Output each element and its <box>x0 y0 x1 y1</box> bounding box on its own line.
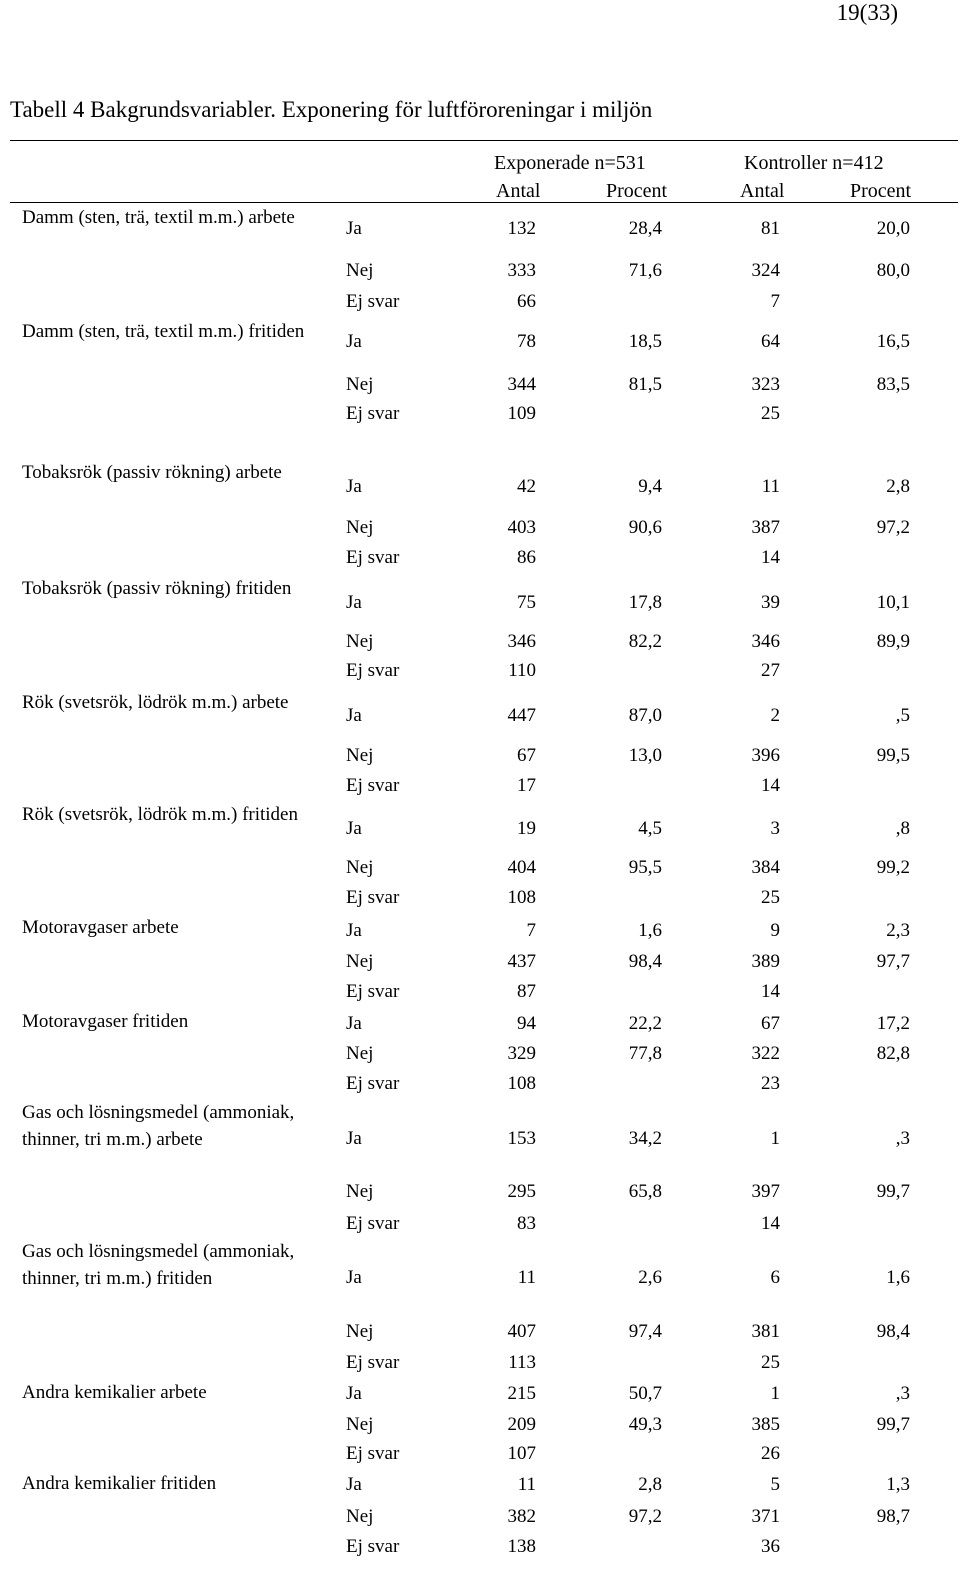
answer-cell: Ej svar <box>346 1536 400 1557</box>
exp-n-cell: 110 <box>508 660 536 681</box>
table-row <box>0 886 960 916</box>
header-procent-controls: Procent <box>850 180 912 202</box>
answer-cell: Ja <box>346 920 362 941</box>
ctl-n-cell: 396 <box>751 745 780 766</box>
ctl-n-cell: 23 <box>761 1073 780 1094</box>
exp-pct-cell: 4,5 <box>638 818 662 839</box>
exp-n-cell: 11 <box>517 1474 536 1495</box>
table-row <box>0 1535 960 1565</box>
answer-cell: Nej <box>346 631 374 652</box>
exp-n-cell: 11 <box>517 1267 536 1288</box>
table-row <box>0 1473 960 1503</box>
header-procent-exposed: Procent <box>606 180 668 202</box>
ctl-n-cell: 3 <box>770 818 780 839</box>
exp-pct-cell: 77,8 <box>628 1043 662 1064</box>
exp-n-cell: 19 <box>517 818 536 839</box>
variable-label: Andra kemikalier arbete <box>22 1382 207 1403</box>
variable-label: Gas och lösningsmedel (ammoniak, thinner, tri m.m.) fritiden <box>22 1241 295 1289</box>
ctl-pct-cell: 2,3 <box>886 920 910 941</box>
exp-n-cell: 132 <box>507 218 536 239</box>
answer-cell: Ej svar <box>346 887 400 908</box>
ctl-n-cell: 6 <box>770 1267 780 1288</box>
table-row <box>0 1320 960 1350</box>
exp-n-cell: 66 <box>517 291 536 312</box>
answer-cell: Ej svar <box>346 403 400 424</box>
exp-pct-cell: 2,6 <box>638 1267 662 1288</box>
header-antal-exposed: Antal <box>496 180 541 202</box>
ctl-n-cell: 397 <box>751 1181 780 1202</box>
ctl-pct-cell: 80,0 <box>876 260 910 281</box>
ctl-n-cell: 5 <box>770 1474 780 1495</box>
answer-cell: Nej <box>346 1321 374 1342</box>
exp-pct-cell: 49,3 <box>628 1414 662 1435</box>
exp-n-cell: 209 <box>507 1414 536 1435</box>
exp-pct-cell: 82,2 <box>628 631 662 652</box>
exp-pct-cell: 50,7 <box>628 1383 662 1404</box>
exp-n-cell: 329 <box>507 1043 536 1064</box>
exp-pct-cell: 95,5 <box>628 857 662 878</box>
ctl-pct-cell: ,5 <box>895 705 910 726</box>
answer-cell: Nej <box>346 260 374 281</box>
answer-cell: Ej svar <box>346 1073 400 1094</box>
exp-n-cell: 382 <box>507 1506 536 1527</box>
answer-cell: Ja <box>346 818 362 839</box>
ctl-n-cell: 14 <box>761 775 780 796</box>
ctl-n-cell: 25 <box>761 887 780 908</box>
ctl-n-cell: 389 <box>751 951 780 972</box>
ctl-n-cell: 81 <box>761 218 780 239</box>
exp-pct-cell: 65,8 <box>628 1181 662 1202</box>
exp-n-cell: 108 <box>507 1073 536 1094</box>
exp-pct-cell: 9,4 <box>638 476 662 497</box>
exp-n-cell: 113 <box>508 1352 536 1373</box>
exp-n-cell: 295 <box>507 1181 536 1202</box>
exp-pct-cell: 18,5 <box>628 331 662 352</box>
exp-pct-cell: 34,2 <box>628 1128 662 1149</box>
ctl-pct-cell: 20,0 <box>876 218 910 239</box>
ctl-n-cell: 384 <box>751 857 780 878</box>
ctl-n-cell: 7 <box>770 291 780 312</box>
ctl-n-cell: 14 <box>761 1213 780 1234</box>
exp-n-cell: 138 <box>507 1536 536 1557</box>
ctl-pct-cell: 16,5 <box>876 331 910 352</box>
ctl-n-cell: 36 <box>761 1536 780 1557</box>
table-top-rule <box>10 140 958 141</box>
table-row <box>0 744 960 774</box>
table-row <box>0 1127 960 1157</box>
ctl-pct-cell: 99,7 <box>876 1414 910 1435</box>
ctl-n-cell: 2 <box>770 705 780 726</box>
variable-label: Rök (svetsrök, lödrök m.m.) arbete <box>22 692 289 713</box>
ctl-pct-cell: 82,8 <box>876 1043 910 1064</box>
answer-cell: Ja <box>346 331 362 352</box>
exp-pct-cell: 28,4 <box>628 218 662 239</box>
ctl-n-cell: 14 <box>761 981 780 1002</box>
answer-cell: Ja <box>346 592 362 613</box>
table-row <box>0 290 960 320</box>
table-title: Tabell 4 Bakgrundsvariabler. Exponering för luftföroreningar i miljön <box>10 97 653 122</box>
table-row <box>0 774 960 804</box>
table-row <box>0 919 960 949</box>
answer-cell: Nej <box>346 951 374 972</box>
answer-cell: Ja <box>346 1267 362 1288</box>
exp-pct-cell: 13,0 <box>628 745 662 766</box>
table-row <box>0 704 960 734</box>
table-row <box>0 1382 960 1412</box>
ctl-pct-cell: 99,5 <box>876 745 910 766</box>
exp-n-cell: 215 <box>507 1383 536 1404</box>
answer-cell: Ja <box>346 1128 362 1149</box>
exp-n-cell: 87 <box>517 981 536 1002</box>
table-row <box>0 1351 960 1381</box>
exp-n-cell: 7 <box>526 920 536 941</box>
ctl-n-cell: 64 <box>761 331 780 352</box>
exp-n-cell: 437 <box>507 951 536 972</box>
exp-n-cell: 78 <box>517 331 536 352</box>
ctl-pct-cell: ,3 <box>895 1383 910 1404</box>
table-row <box>0 402 960 432</box>
ctl-n-cell: 14 <box>761 547 780 568</box>
variable-label: Motoravgaser fritiden <box>22 1011 189 1032</box>
answer-cell: Ja <box>346 1013 362 1034</box>
table-row <box>0 1413 960 1443</box>
exp-pct-cell: 71,6 <box>628 260 662 281</box>
ctl-n-cell: 9 <box>770 920 780 941</box>
table-row <box>0 1012 960 1042</box>
ctl-n-cell: 25 <box>761 1352 780 1373</box>
exp-pct-cell: 98,4 <box>628 951 662 972</box>
ctl-pct-cell: 89,9 <box>876 631 910 652</box>
answer-cell: Ej svar <box>346 660 400 681</box>
variable-label: Rök (svetsrök, lödrök m.m.) fritiden <box>22 804 298 825</box>
ctl-n-cell: 67 <box>761 1013 780 1034</box>
exp-n-cell: 42 <box>517 476 536 497</box>
exp-n-cell: 333 <box>507 260 536 281</box>
exp-n-cell: 83 <box>517 1213 536 1234</box>
table-row <box>0 1042 960 1072</box>
table-row <box>0 259 960 289</box>
variable-label: Tobaksrök (passiv rökning) fritiden <box>22 578 292 599</box>
ctl-pct-cell: 17,2 <box>876 1013 910 1034</box>
table-row <box>0 817 960 847</box>
answer-cell: Nej <box>346 857 374 878</box>
answer-cell: Ja <box>346 705 362 726</box>
table-row <box>0 856 960 886</box>
answer-cell: Nej <box>346 1506 374 1527</box>
ctl-pct-cell: 83,5 <box>876 374 910 395</box>
ctl-n-cell: 322 <box>751 1043 780 1064</box>
variable-label: Damm (sten, trä, textil m.m.) fritiden <box>22 321 305 342</box>
variable-label: Damm (sten, trä, textil m.m.) arbete <box>22 207 295 228</box>
exp-n-cell: 153 <box>507 1128 536 1149</box>
ctl-pct-cell: 97,7 <box>876 951 910 972</box>
ctl-n-cell: 1 <box>770 1128 780 1149</box>
ctl-n-cell: 26 <box>761 1443 780 1464</box>
ctl-pct-cell: 10,1 <box>876 592 910 613</box>
answer-cell: Ej svar <box>346 547 400 568</box>
table-row <box>0 330 960 360</box>
exp-pct-cell: 97,2 <box>628 1506 662 1527</box>
ctl-n-cell: 11 <box>761 476 780 497</box>
exp-n-cell: 17 <box>517 775 536 796</box>
exp-pct-cell: 17,8 <box>628 592 662 613</box>
table-row <box>0 217 960 247</box>
ctl-pct-cell: 1,3 <box>886 1474 910 1495</box>
answer-cell: Ej svar <box>346 775 400 796</box>
exp-n-cell: 108 <box>507 887 536 908</box>
ctl-pct-cell: 99,7 <box>876 1181 910 1202</box>
ctl-pct-cell: ,3 <box>895 1128 910 1149</box>
table-row <box>0 1180 960 1210</box>
table-row <box>0 950 960 980</box>
exp-pct-cell: 1,6 <box>638 920 662 941</box>
exp-pct-cell: 87,0 <box>628 705 662 726</box>
ctl-n-cell: 39 <box>761 592 780 613</box>
header-bottom-rule <box>10 202 958 203</box>
answer-cell: Ej svar <box>346 981 400 1002</box>
ctl-n-cell: 387 <box>751 517 780 538</box>
ctl-pct-cell: 97,2 <box>876 517 910 538</box>
header-exposed: Exponerade n=531 <box>494 152 646 174</box>
table-row <box>0 1442 960 1472</box>
table-row <box>0 475 960 505</box>
ctl-pct-cell: 2,8 <box>886 476 910 497</box>
ctl-n-cell: 371 <box>751 1506 780 1527</box>
exp-n-cell: 94 <box>517 1013 536 1034</box>
exp-pct-cell: 81,5 <box>628 374 662 395</box>
exp-n-cell: 404 <box>507 857 536 878</box>
answer-cell: Nej <box>346 1043 374 1064</box>
answer-cell: Ja <box>346 476 362 497</box>
table-row <box>0 630 960 660</box>
table-row <box>0 1505 960 1535</box>
exp-pct-cell: 90,6 <box>628 517 662 538</box>
exp-n-cell: 75 <box>517 592 536 613</box>
table-row <box>0 1072 960 1102</box>
ctl-pct-cell: 98,7 <box>876 1506 910 1527</box>
answer-cell: Nej <box>346 745 374 766</box>
table-row <box>0 546 960 576</box>
header-controls: Kontroller n=412 <box>744 152 884 174</box>
exp-n-cell: 109 <box>507 403 536 424</box>
answer-cell: Ja <box>346 218 362 239</box>
table-row <box>0 373 960 403</box>
ctl-n-cell: 324 <box>751 260 780 281</box>
answer-cell: Ej svar <box>346 291 400 312</box>
ctl-pct-cell: 1,6 <box>886 1267 910 1288</box>
exp-pct-cell: 22,2 <box>628 1013 662 1034</box>
table-row <box>0 980 960 1010</box>
table-row <box>0 591 960 621</box>
answer-cell: Ej svar <box>346 1443 400 1464</box>
answer-cell: Ej svar <box>346 1352 400 1373</box>
exp-n-cell: 447 <box>507 705 536 726</box>
ctl-pct-cell: ,8 <box>895 818 910 839</box>
ctl-n-cell: 385 <box>751 1414 780 1435</box>
answer-cell: Ja <box>346 1474 362 1495</box>
variable-label: Gas och lösningsmedel (ammoniak, thinner, tri m.m.) arbete <box>22 1102 295 1150</box>
variable-label: Tobaksrök (passiv rökning) arbete <box>22 462 282 483</box>
exp-pct-cell: 2,8 <box>638 1474 662 1495</box>
exp-pct-cell: 97,4 <box>628 1321 662 1342</box>
ctl-n-cell: 25 <box>761 403 780 424</box>
ctl-n-cell: 381 <box>751 1321 780 1342</box>
answer-cell: Nej <box>346 1181 374 1202</box>
answer-cell: Nej <box>346 517 374 538</box>
variable-label: Andra kemikalier fritiden <box>22 1473 217 1494</box>
ctl-pct-cell: 98,4 <box>876 1321 910 1342</box>
exp-n-cell: 407 <box>507 1321 536 1342</box>
table-row <box>0 1266 960 1296</box>
variable-label: Motoravgaser arbete <box>22 917 179 938</box>
ctl-n-cell: 27 <box>761 660 780 681</box>
answer-cell: Nej <box>346 374 374 395</box>
answer-cell: Ja <box>346 1383 362 1404</box>
exp-n-cell: 86 <box>517 547 536 568</box>
table-row <box>0 659 960 689</box>
exp-n-cell: 344 <box>507 374 536 395</box>
ctl-n-cell: 1 <box>770 1383 780 1404</box>
ctl-n-cell: 323 <box>751 374 780 395</box>
exp-n-cell: 67 <box>517 745 536 766</box>
answer-cell: Ej svar <box>346 1213 400 1234</box>
table-row <box>0 516 960 546</box>
ctl-pct-cell: 99,2 <box>876 857 910 878</box>
header-antal-controls: Antal <box>740 180 785 202</box>
ctl-n-cell: 346 <box>751 631 780 652</box>
exp-n-cell: 346 <box>507 631 536 652</box>
answer-cell: Nej <box>346 1414 374 1435</box>
exp-n-cell: 403 <box>507 517 536 538</box>
exp-n-cell: 107 <box>507 1443 536 1464</box>
page-number: 19(33) <box>836 0 898 25</box>
